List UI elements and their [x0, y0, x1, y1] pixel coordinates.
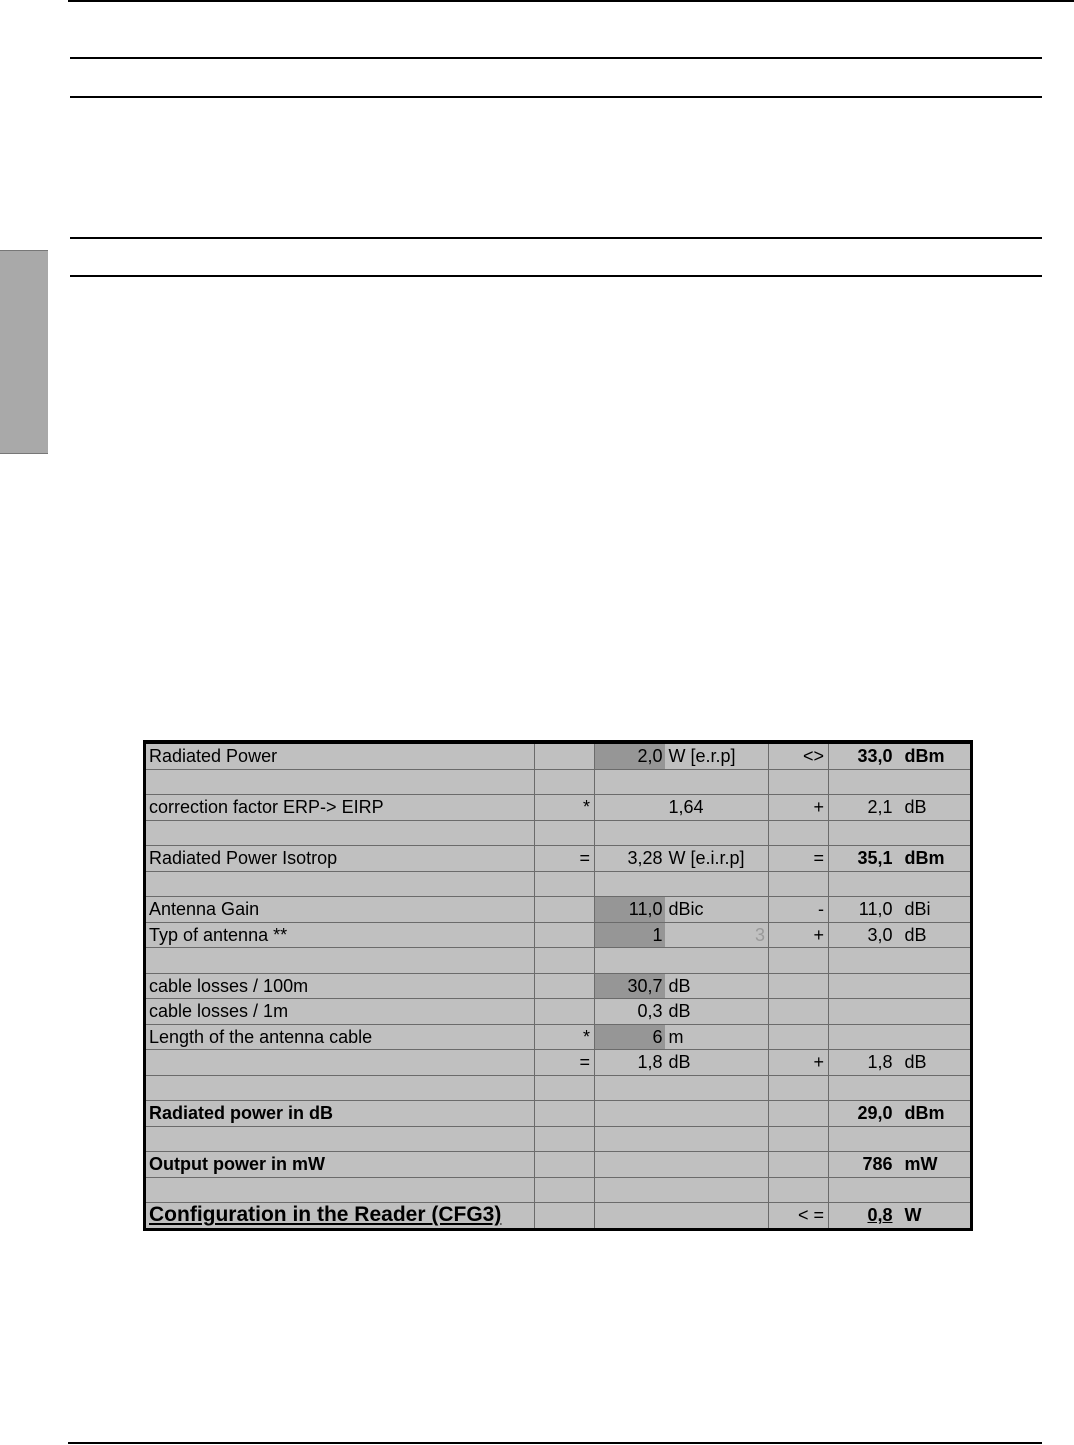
row-label: Length of the antenna cable	[145, 1024, 535, 1050]
operator-cell	[535, 1152, 595, 1178]
operator-cell	[769, 999, 829, 1025]
operator-cell	[535, 1075, 595, 1101]
value-cell	[595, 1177, 665, 1203]
unit-cell	[665, 820, 769, 846]
unit-cell: m	[665, 1024, 769, 1050]
table-row	[145, 742, 972, 769]
result-cell: 2,1	[829, 795, 899, 821]
value-cell	[595, 769, 665, 795]
row-label	[145, 1050, 535, 1076]
value-cell	[595, 1075, 665, 1101]
operator-cell	[535, 742, 595, 769]
antenna-type-hint: 3	[754, 924, 765, 945]
row-label: Radiated power in dB	[145, 1101, 535, 1127]
unit-cell	[665, 1126, 769, 1152]
table-body	[145, 742, 972, 1229]
unit-cell	[665, 1203, 769, 1230]
table-row	[145, 999, 972, 1025]
result-unit-cell	[899, 1126, 972, 1152]
result-unit-cell	[899, 973, 972, 999]
row-label: Configuration in the Reader (CFG3)	[145, 1203, 535, 1230]
row-label: Output power in mW	[145, 1152, 535, 1178]
result-unit-cell	[899, 820, 972, 846]
power-calculation-table	[143, 740, 973, 1231]
operator-cell	[535, 1101, 595, 1127]
operator-cell: =	[769, 846, 829, 872]
operator-cell	[535, 1203, 595, 1230]
result-unit-cell: W	[899, 1203, 972, 1230]
table-row	[145, 795, 972, 821]
operator-cell	[535, 871, 595, 897]
result-cell: 3,0	[829, 922, 899, 948]
table-row	[145, 922, 972, 948]
unit-cell	[665, 871, 769, 897]
footer-rule	[68, 1442, 1042, 1444]
operator-cell: +	[769, 1050, 829, 1076]
operator-cell	[769, 871, 829, 897]
table-row	[145, 1203, 972, 1230]
result-cell	[829, 1177, 899, 1203]
table-row	[145, 769, 972, 795]
row-label	[145, 1075, 535, 1101]
operator-cell	[769, 1177, 829, 1203]
result-unit-cell: dBm	[899, 742, 972, 769]
result-unit-cell	[899, 999, 972, 1025]
operator-cell	[535, 973, 595, 999]
header-rule-2	[70, 96, 1042, 98]
result-unit-cell: mW	[899, 1152, 972, 1178]
result-cell	[829, 973, 899, 999]
result-unit-cell: dB	[899, 922, 972, 948]
result-unit-cell	[899, 871, 972, 897]
result-cell: 1,8	[829, 1050, 899, 1076]
table-row	[145, 973, 972, 999]
result-cell	[829, 1126, 899, 1152]
value-cell	[595, 795, 665, 821]
result-cell: 35,1	[829, 846, 899, 872]
unit-cell: dB	[665, 1050, 769, 1076]
value-cell: 11,0	[595, 897, 665, 923]
result-unit-cell: dBm	[899, 1101, 972, 1127]
operator-cell: -	[769, 897, 829, 923]
row-label: Typ of antenna **	[145, 922, 535, 948]
value-cell	[595, 871, 665, 897]
table-row	[145, 1177, 972, 1203]
row-label	[145, 1177, 535, 1203]
table-row	[145, 1024, 972, 1050]
section-rule-2	[70, 275, 1042, 277]
unit-cell: dB	[665, 999, 769, 1025]
header-rule-1	[70, 57, 1042, 59]
operator-cell	[535, 769, 595, 795]
result-cell	[829, 871, 899, 897]
operator-cell	[535, 820, 595, 846]
result-unit-cell: dBm	[899, 846, 972, 872]
unit-cell	[665, 769, 769, 795]
row-label	[145, 871, 535, 897]
row-label	[145, 820, 535, 846]
table-row	[145, 1152, 972, 1178]
table-row	[145, 820, 972, 846]
row-label: Radiated Power	[145, 742, 535, 769]
result-cell: 33,0	[829, 742, 899, 769]
unit-cell: W [e.i.r.p]	[665, 846, 769, 872]
value-cell	[595, 948, 665, 974]
table-row	[145, 948, 972, 974]
result-unit-cell: dB	[899, 795, 972, 821]
operator-cell	[769, 1101, 829, 1127]
row-label: cable losses / 1m	[145, 999, 535, 1025]
value-cell: 0,3	[595, 999, 665, 1025]
operator-cell	[535, 948, 595, 974]
operator-cell	[769, 948, 829, 974]
row-label	[145, 769, 535, 795]
value-cell: 6	[595, 1024, 665, 1050]
operator-cell	[769, 1075, 829, 1101]
operator-cell	[769, 973, 829, 999]
result-cell: 29,0	[829, 1101, 899, 1127]
result-cell: 11,0	[829, 897, 899, 923]
unit-cell	[665, 1177, 769, 1203]
result-cell: 0,8	[829, 1203, 899, 1230]
result-unit-cell: dB	[899, 1050, 972, 1076]
row-label: Antenna Gain	[145, 897, 535, 923]
value-cell	[595, 1101, 665, 1127]
value-cell	[595, 1126, 665, 1152]
value-cell: 3,28	[595, 846, 665, 872]
result-unit-cell	[899, 948, 972, 974]
operator-cell	[769, 769, 829, 795]
operator-cell: < =	[769, 1203, 829, 1230]
section-rule-1	[70, 237, 1042, 239]
operator-cell	[535, 922, 595, 948]
unit-cell: 1,64	[665, 795, 769, 821]
table-row	[145, 871, 972, 897]
operator-cell	[535, 1177, 595, 1203]
value-cell	[595, 820, 665, 846]
row-label	[145, 948, 535, 974]
result-unit-cell	[899, 769, 972, 795]
unit-cell	[665, 1101, 769, 1127]
operator-cell	[769, 820, 829, 846]
operator-cell	[769, 1024, 829, 1050]
result-unit-cell: dBi	[899, 897, 972, 923]
unit-cell	[665, 922, 769, 948]
result-cell	[829, 999, 899, 1025]
table-row	[145, 1101, 972, 1127]
result-cell: 786	[829, 1152, 899, 1178]
operator-cell	[535, 897, 595, 923]
result-unit-cell	[899, 1075, 972, 1101]
top-rule	[68, 0, 1074, 2]
result-cell	[829, 769, 899, 795]
unit-cell: W [e.r.p]	[665, 742, 769, 769]
value-cell: 1	[595, 922, 665, 948]
result-cell	[829, 1024, 899, 1050]
value-cell: 30,7	[595, 973, 665, 999]
table-row	[145, 846, 972, 872]
chapter-side-tab	[0, 250, 48, 454]
unit-cell: dB	[665, 973, 769, 999]
table-row	[145, 1126, 972, 1152]
value-cell	[595, 1152, 665, 1178]
value-cell: 2,0	[595, 742, 665, 769]
result-cell	[829, 820, 899, 846]
result-cell	[829, 1075, 899, 1101]
operator-cell: =	[535, 1050, 595, 1076]
result-cell	[829, 948, 899, 974]
value-cell	[595, 1203, 665, 1230]
operator-cell: *	[535, 1024, 595, 1050]
operator-cell: +	[769, 922, 829, 948]
operator-cell: <>	[769, 742, 829, 769]
unit-cell	[665, 948, 769, 974]
operator-cell	[769, 1152, 829, 1178]
operator-cell: =	[535, 846, 595, 872]
unit-cell	[665, 1075, 769, 1101]
operator-cell	[535, 999, 595, 1025]
result-unit-cell	[899, 1024, 972, 1050]
operator-cell: *	[535, 795, 595, 821]
operator-cell	[535, 1126, 595, 1152]
table-row	[145, 1050, 972, 1076]
table-row	[145, 897, 972, 923]
operator-cell	[769, 1126, 829, 1152]
unit-cell: dBic	[665, 897, 769, 923]
value-cell: 1,8	[595, 1050, 665, 1076]
row-label	[145, 1126, 535, 1152]
row-label: cable losses / 100m	[145, 973, 535, 999]
row-label: correction factor ERP-> EIRP	[145, 795, 535, 821]
table-row	[145, 1075, 972, 1101]
result-unit-cell	[899, 1177, 972, 1203]
unit-cell	[665, 1152, 769, 1178]
operator-cell: +	[769, 795, 829, 821]
row-label: Radiated Power Isotrop	[145, 846, 535, 872]
